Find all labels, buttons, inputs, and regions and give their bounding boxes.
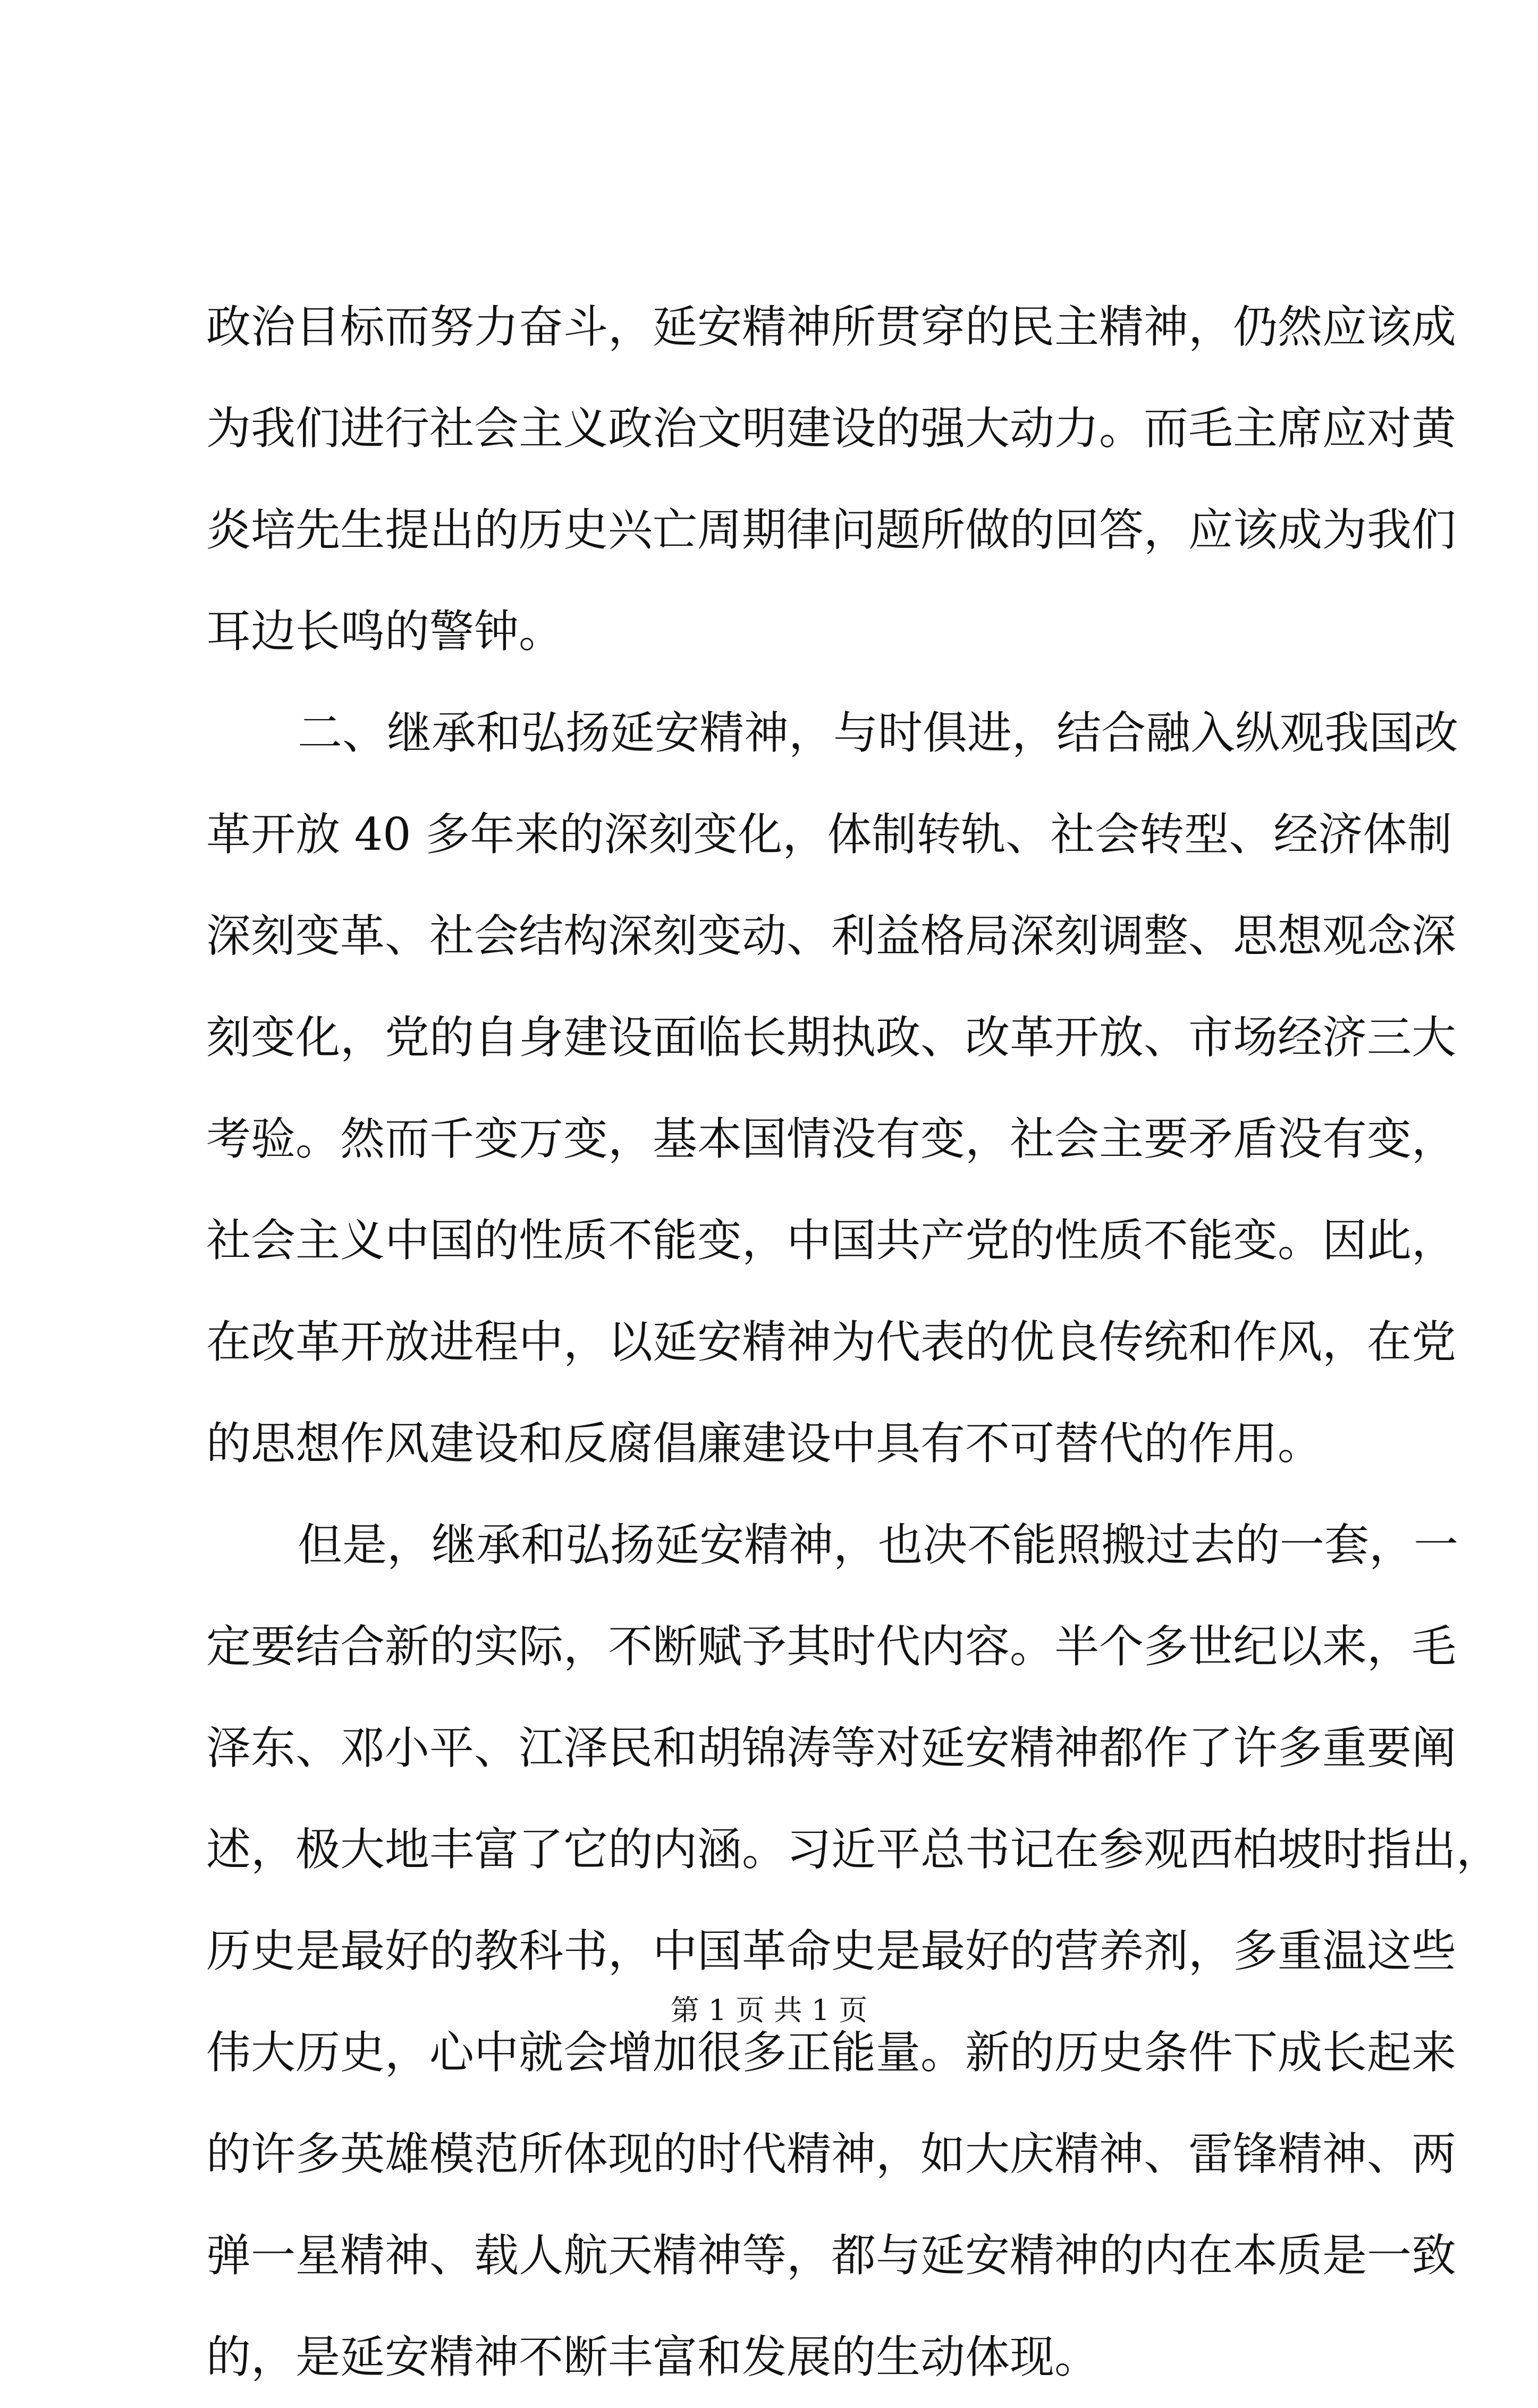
text-line: 深刻变革、社会结构深刻变动、利益格局深刻调整、思想观念深 (206, 910, 1457, 962)
text-line: 但是，继承和弘扬延安精神，也决不能照搬过去的一套，一 (298, 1519, 1459, 1571)
text-line: 社会主义中国的性质不能变，中国共产党的性质不能变。因此， (206, 1214, 1457, 1266)
page-footer: 第 1 页 共 1 页 (670, 1993, 868, 2027)
text-line: 二、继承和弘扬延安精神，与时俱进，结合融入纵观我国改 (298, 707, 1459, 759)
text-line: 弹一星精神、载人航天精神等，都与延安精神的内在本质是一致 (206, 2229, 1457, 2282)
text-line: 炎培先生提出的历史兴亡周期律问题所做的回答，应该成为我们 (206, 504, 1457, 556)
text-line: 政治目标而努力奋斗，延安精神所贯穿的民主精神，仍然应该成 (206, 301, 1457, 353)
text-line: 耳边长鸣的警钟。 (206, 605, 564, 657)
text-line: 刻变化，党的自身建设面临长期执政、改革开放、市场经济三大 (206, 1011, 1457, 1063)
text-line: 历史是最好的教科书，中国革命史是最好的营养剂，多重温这些 (206, 1925, 1457, 1977)
text-line: 为我们进行社会主义政治文明建设的强大动力。而毛主席应对黄 (206, 402, 1457, 454)
text-line: 定要结合新的实际，不断赋予其时代内容。半个多世纪以来，毛 (206, 1620, 1457, 1672)
text-line: 的思想作风建设和反腐倡廉建设中具有不可替代的作用。 (206, 1417, 1323, 1469)
text-line: 革开放 40 多年来的深刻变化，体制转轨、社会转型、经济体制 (206, 808, 1452, 860)
text-line: 述，极大地丰富了它的内涵。习近平总书记在参观西柏坡时指出， (206, 1823, 1501, 1875)
text-line: 在改革开放进程中，以延安精神为代表的优良传统和作风，在党 (206, 1316, 1457, 1368)
text-line: 的，是延安精神不断丰富和发展的生动体现。 (206, 2331, 1100, 2383)
text-line: 的许多英雄模范所体现的时代精神，如大庆精神、雷锋精神、两 (206, 2128, 1457, 2180)
text-line: 考验。然而千变万变，基本国情没有变，社会主要矛盾没有变， (206, 1113, 1457, 1165)
text-line: 泽东、邓小平、江泽民和胡锦涛等对延安精神都作了许多重要阐 (206, 1722, 1457, 1774)
document-body (206, 276, 1501, 2408)
text-line: 伟大历史，心中就会增加很多正能量。新的历史条件下成长起来 (206, 2026, 1457, 2079)
